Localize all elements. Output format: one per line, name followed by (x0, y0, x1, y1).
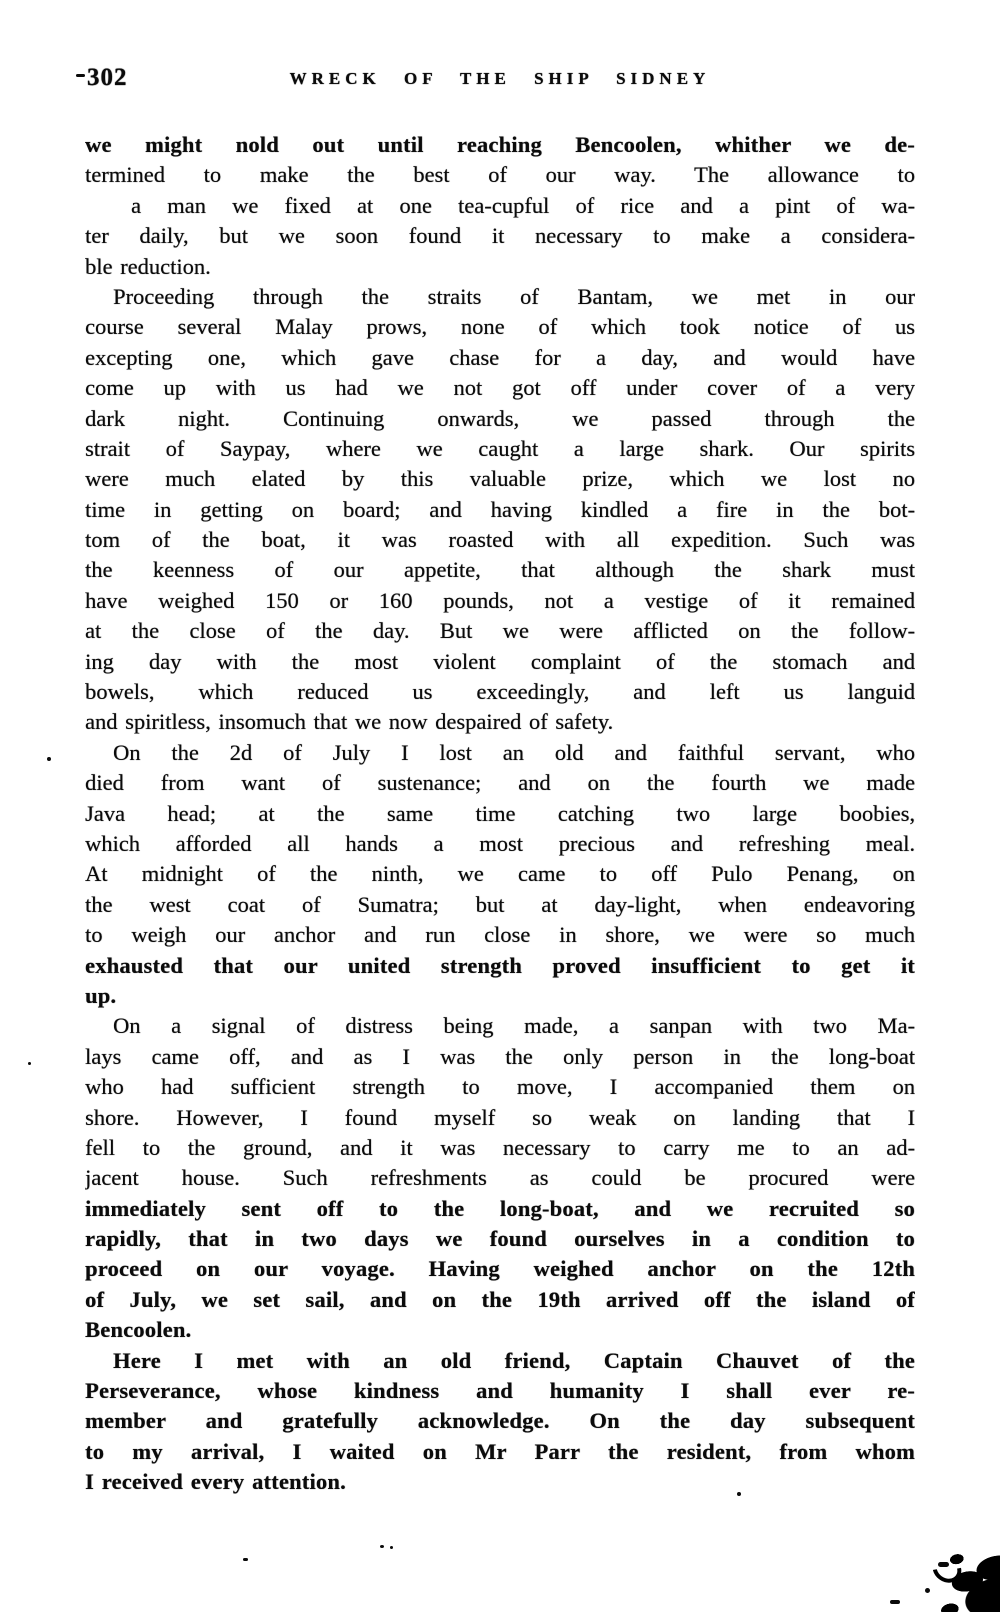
text-line: at the close of the day. But we were afflicted on the follow- (85, 618, 915, 644)
page-number: 302 (87, 64, 128, 91)
text-line: ter daily, but we soon found it necessary to make a considera- (85, 223, 915, 249)
text-line: proceed on our voyage. Having weighed anchor on the 12th (85, 1256, 915, 1282)
running-header: WRECK OF THE SHIP SIDNEY (289, 69, 711, 88)
text-line: time in getting on board; and having kindled a fire in the bot- (85, 496, 915, 522)
text-line: excepting one, which gave chase for a day, and would have (85, 344, 915, 370)
text-line: have weighed 150 or 160 pounds, not a vestige of it remained (85, 587, 915, 613)
text-line: lays came off, and as I was the only person in the long-boat (85, 1043, 915, 1069)
ink-speck (47, 757, 51, 761)
ink-speck (380, 1545, 384, 1548)
text-block (85, 130, 915, 1498)
text-line: to weigh our anchor and run close in shore, we were so much (85, 922, 915, 948)
text-line: I received every attention. (85, 1469, 346, 1495)
text-line: up. (85, 982, 117, 1008)
text-line: At midnight of the ninth, we came to off Pulo Penang, on (85, 861, 915, 887)
text-line: exhausted that our united strength proved insufficient to get it (85, 952, 915, 978)
text-line: rapidly, that in two days we found ourselves in a condition to (85, 1226, 915, 1252)
text-line: On the 2d of July I lost an old and faithful servant, who (113, 739, 915, 765)
text-line: come up with us had we not got off under cover of a very (85, 375, 915, 401)
page-header (85, 64, 915, 96)
ink-speck (76, 74, 85, 77)
text-line: member and gratefully acknowledge. On the day subsequent (85, 1408, 915, 1434)
text-line: course several Malay prows, none of which took notice of us (85, 314, 915, 340)
text-line: bowels, which reduced us exceedingly, and left us languid (85, 679, 915, 705)
text-line: Bencoolen. (85, 1317, 192, 1343)
text-line: of July, we set sail, and on the 19th arrived off the island of (85, 1286, 915, 1312)
text-line: strait of Saypay, where we caught a large shark. Our spirits (85, 435, 915, 461)
text-line: the keenness of our appetite, that although the shark must (85, 557, 915, 583)
text-line: Proceeding through the straits of Bantam, we met in our (113, 283, 915, 309)
text-line: which afforded all hands a most precious and refreshing meal. (85, 830, 915, 856)
text-line: shore. However, I found myself so weak on landing that I (85, 1104, 915, 1130)
ink-speck (737, 1492, 741, 1496)
text-line: who had sufficient strength to move, I accompanied them on (85, 1074, 915, 1100)
text-line: dark night. Continuing onwards, we passed through the (85, 405, 915, 431)
text-line: to my arrival, I waited on Mr Parr the resident, from whom (85, 1438, 915, 1464)
text-line: Java head; at the same time catching two large boobies, (85, 800, 915, 826)
ink-smudge-bottom-right (901, 1519, 1000, 1612)
text-line: fell to the ground, and it was necessary to carry me to an ad- (85, 1134, 915, 1160)
text-line: jacent house. Such refreshments as could be procured were (85, 1165, 915, 1191)
ink-speck (28, 1062, 31, 1065)
text-line: a man we fixed at one tea-cupful of rice and a pint of wa- (131, 192, 915, 218)
ink-speck (243, 1558, 248, 1561)
text-line: died from want of sustenance; and on the fourth we made (85, 770, 915, 796)
text-line: Here I met with an old friend, Captain Chauvet of the (113, 1347, 915, 1373)
ink-speck (390, 1546, 393, 1549)
text-line: and spiritless, insomuch that we now despaired of safety. (85, 709, 614, 735)
text-line: tom of the boat, it was roasted with all expedition. Such was (85, 527, 915, 553)
text-line: ble reduction. (85, 253, 211, 279)
text-line: termined to make the best of our way. The allowance to (85, 162, 915, 188)
text-line: ing day with the most violent complaint of the stomach and (85, 648, 915, 674)
text-line: we might nold out until reaching Bencoolen, whither we de- (85, 132, 915, 157)
text-line: On a signal of distress being made, a sanpan with two Ma- (113, 1013, 915, 1039)
text-line: were much elated by this valuable prize, which we lost no (85, 466, 915, 492)
text-line: Perseverance, whose kindness and humanity I shall ever re- (85, 1378, 915, 1404)
text-line: immediately sent off to the long-boat, and we recruited so (85, 1195, 915, 1221)
text-line: the west coat of Sumatra; but at day-light, when endeavoring (85, 891, 915, 917)
ink-speck (890, 1600, 900, 1604)
